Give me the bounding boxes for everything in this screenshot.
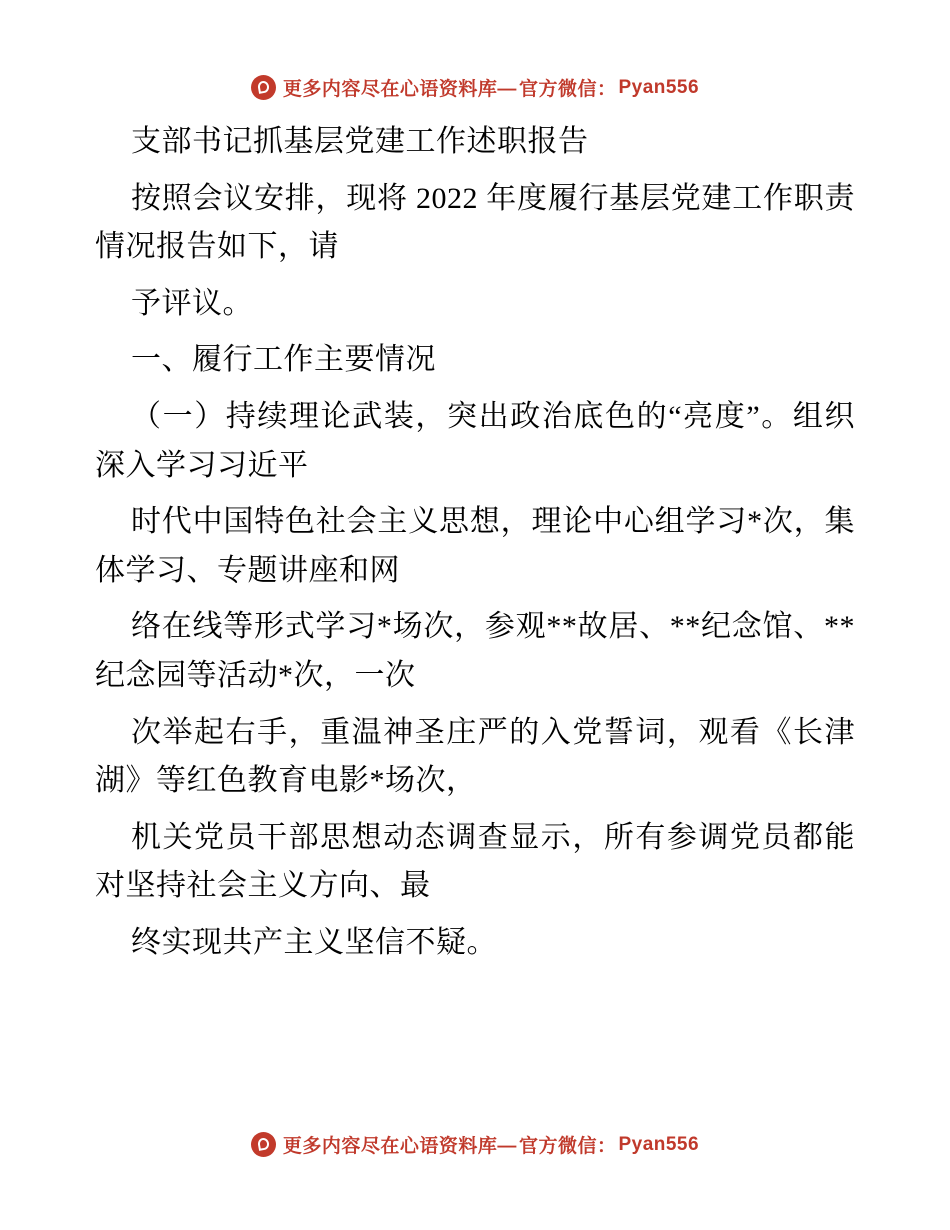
paragraph-6: 机关党员干部思想动态调查显示，所有参调党员都能对坚持社会主义方向、最 (95, 820, 855, 903)
section-heading-1: 一、履行工作主要情况 (131, 343, 436, 377)
watermark-account-text: Pyan556 (618, 76, 700, 98)
subsection-heading-1: （一）持续理论武装，突出政治底色的“亮度”。组织深入学习习近平 (95, 399, 855, 482)
watermark-label-text: 官方微信： (518, 79, 617, 100)
paragraph-7: 终实现共产主义坚信不疑。 (131, 925, 497, 959)
paragraph-4: 络在线等形式学习*场次，参观**故居、**纪念馆、**纪念园等活动*次，一次 (95, 610, 855, 692)
watermark-main-text: 更多内容尽在心语资料库— (282, 1136, 517, 1157)
paragraph-5: 次举起右手，重温神圣庄严的入党誓词，观看《长津湖》等红色教育电影*场次， (95, 715, 855, 798)
flame-logo-icon (251, 1132, 276, 1157)
flame-logo-icon (251, 75, 276, 100)
watermark-main-text: 更多内容尽在心语资料库— (282, 79, 517, 100)
watermark-account-text: Pyan556 (618, 1133, 700, 1155)
document-title: 支部书记抓基层党建工作述职报告 (131, 125, 589, 158)
paragraph-2: 予评议。 (131, 286, 253, 320)
paragraph-3: 时代中国特色社会主义思想，理论中心组学习*次，集体学习、专题讲座和网 (95, 505, 855, 587)
watermark-footer (0, 1131, 950, 1158)
document-content (95, 118, 855, 976)
watermark-header (0, 74, 950, 101)
paragraph-1: 按照会议安排，现将 2022 年度履行基层党建工作职责情况报告如下，请 (95, 181, 855, 264)
watermark-label-text: 官方微信： (518, 1136, 617, 1157)
